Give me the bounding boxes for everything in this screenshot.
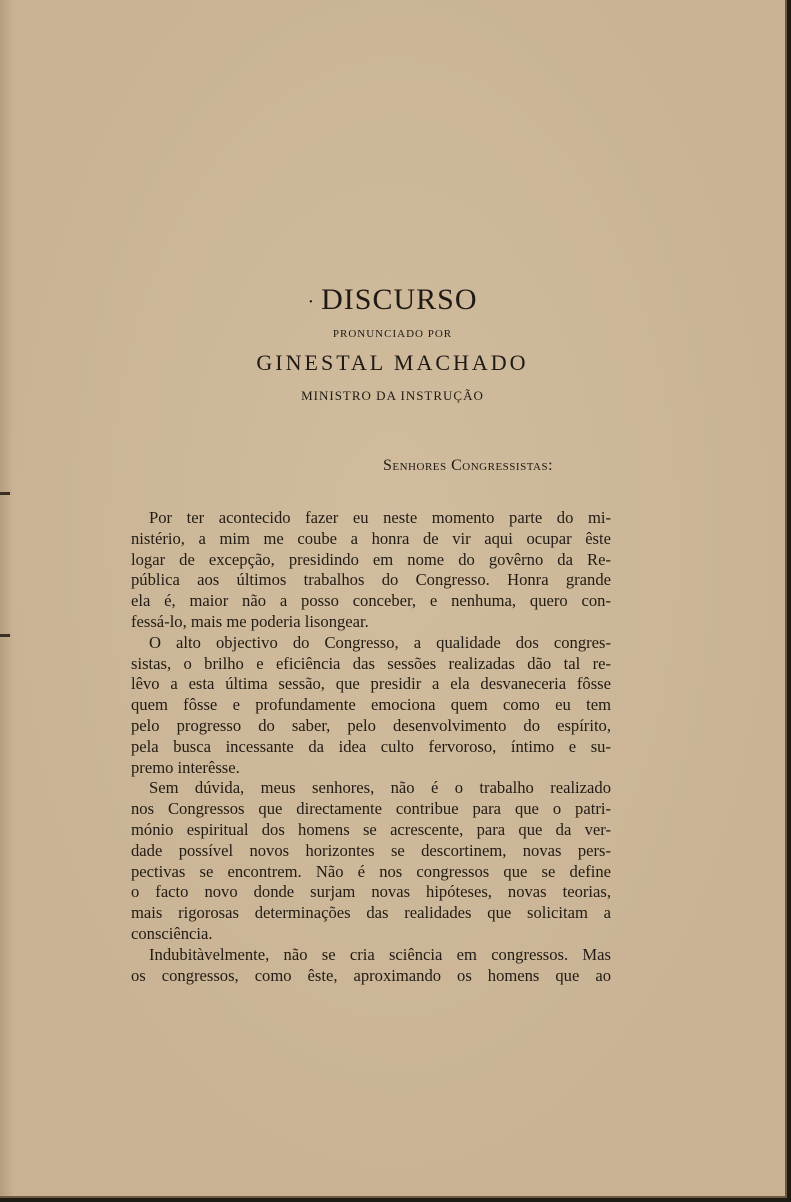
text-line: quem fôsse e profundamente emociona quem como eu tem (131, 695, 611, 715)
page-title: · DISCURSO (307, 283, 478, 316)
subtitle: PRONUNCIADO POR (332, 328, 453, 340)
author-name: GINESTAL MACHADO (256, 350, 529, 375)
text-line: nistério, a mim me coube a honra de vir aqui ocupar êste (131, 528, 611, 548)
salutation: Senhores Congressistas: (383, 457, 554, 474)
text-line: pectivas se encontrem. Não é nos congressos que se define (131, 861, 611, 881)
text-line: lêvo a esta última sessão, que presidir a ela desvaneceria fôsse (131, 674, 611, 694)
text-line: sistas, o brilho e eficiência das sessões realizadas dão tal re- (131, 653, 611, 673)
text-line: os congressos, como êste, aproximando os homens que ao (131, 965, 611, 985)
binding-mark (0, 492, 10, 495)
text-line: Sem dúvida, meus senhores, não é o trabalho realizado (149, 778, 611, 798)
text-line: logar de excepção, presidindo em nome do govêrno da Re- (131, 549, 611, 569)
text-line: pela busca incessante da idea culto fervoroso, íntimo e su- (131, 736, 611, 756)
text-line: mónio espiritual dos homens se acrescente, para que da ver- (131, 819, 611, 839)
text-line: Por ter acontecido fazer eu neste momento parte do mi- (149, 508, 611, 527)
speech-body (131, 508, 611, 986)
text-line: Indubitàvelmente, não se cria sciência em congressos. Mas (149, 944, 611, 964)
text-line: consciência. (131, 923, 213, 943)
text-line: ela é, maior não a posso conceber, e nenhuma, quero con- (131, 591, 611, 611)
text-line: dade possível novos horizontes se descortinem, novas pers- (131, 840, 611, 860)
text-line: pelo progresso do saber, pelo desenvolvimento do espírito, (131, 715, 611, 735)
text-line: fessá-lo, mais me poderia lisongear. (131, 611, 369, 631)
binding-mark (0, 634, 10, 637)
author-role: MINISTRO DA INSTRUÇÃO (301, 388, 484, 403)
text-line: nos Congressos que directamente contribue para que o patri- (131, 799, 611, 819)
text-line: premo interêsse. (131, 757, 240, 777)
text-line: mais rigorosas determinações das realidades que solicitam a (131, 903, 611, 923)
text-line: o facto novo donde surjam novas hipóteses, novas teorias, (131, 882, 611, 902)
text-line: pública aos últimos trabalhos do Congresso. Honra grande (131, 570, 611, 590)
text-line: O alto objectivo do Congresso, a qualidade dos congres- (149, 632, 611, 652)
